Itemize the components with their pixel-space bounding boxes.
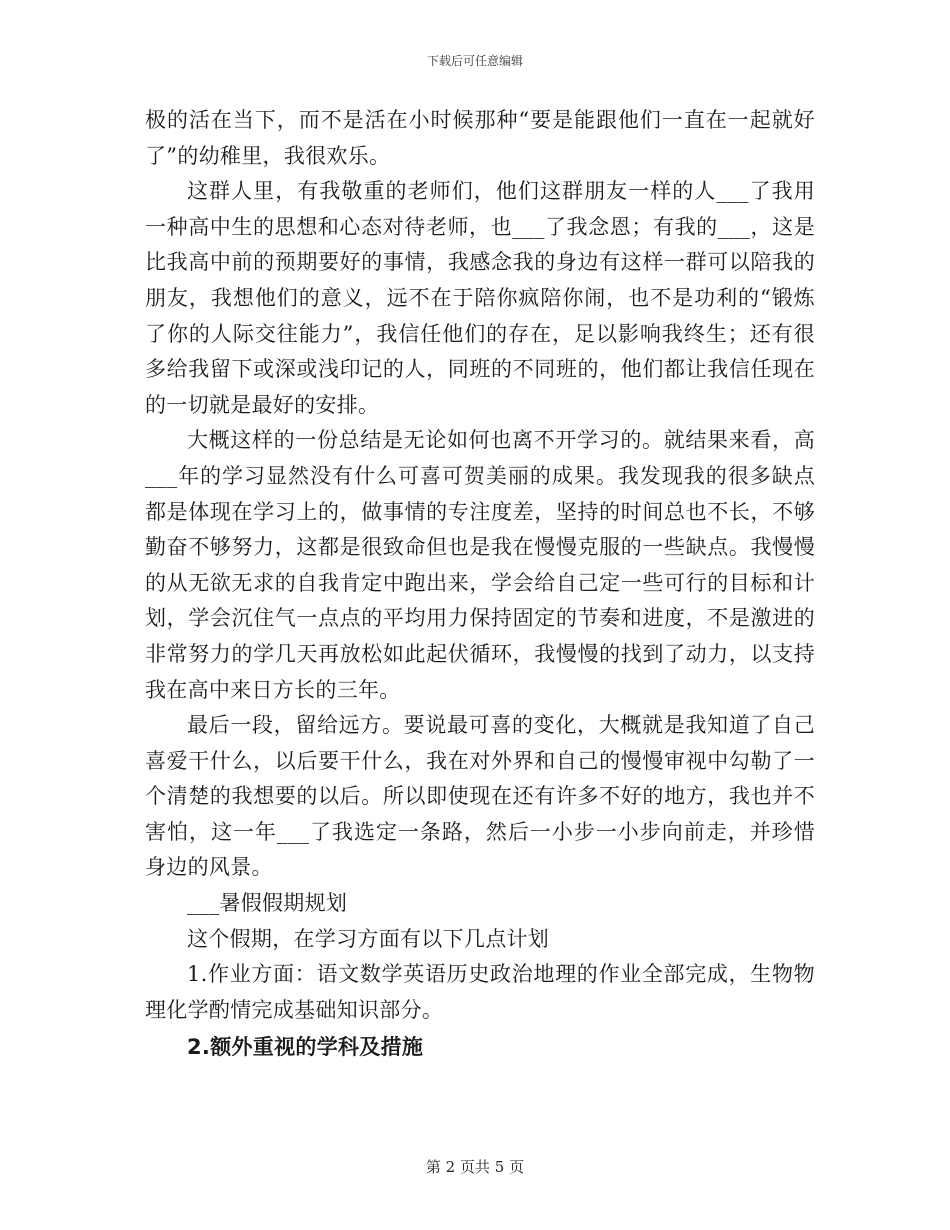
paragraph-2: 这群人里，有我敬重的老师们，他们这群朋友一样的人___了我用一种高中生的思想和心态对待老师，也___了我念恩；有我的___，这是比我高中前的预期要好的事情，我感念我的身边有这样一群可以陪我的朋友，我想他们的意义，远不在于陪你疯陪你闹，也不是功利的“锻炼了你的人际交往能力”，我信任他们的存在，足以影响我终生；还有很多给我留下或深或浅印记的人，同班的不同班的，他们都让我信任现在的一切就是最好的安排。: [145, 179, 815, 417]
paragraph-3: 大概这样的一份总结是无论如何也离不开学习的。就结果来看，高___年的学习显然没有什么可喜可贺美丽的成果。我发现我的很多缺点都是体现在学习上的，做事情的专注度差，坚持的时间总也不长，不够勤奋不够努力，这都是很致命但也是我在慢慢克服的一些缺点。我慢慢的从无欲无求的自我肯定中跑出来，学会给自己定一些可行的目标和计划，学会沉住气一点点的平均用力保持固定的节奏和进度，不是激进的非常努力的学几天再放松如此起伏循环，我慢慢的找到了动力，以支持我在高中来日方长的三年。: [145, 428, 815, 702]
section-title-summer-plan: ___暑假假期规划: [187, 891, 348, 916]
paragraph-plan-intro: 这个假期，在学习方面有以下几点计划: [187, 926, 550, 951]
document-body: [145, 103, 815, 1066]
paragraph-homework: 1.作业方面：语文数学英语历史政治地理的作业全部完成，生物物理化学酌情完成基础知识部分。: [145, 962, 815, 1022]
paragraph-1: 极的活在当下，而不是活在小时候那种“要是能跟他们一直在一起就好了”的幼稚里，我很欢乐。: [145, 108, 815, 168]
page-footer: 第 2 页共 5 页: [425, 1158, 525, 1176]
page-header: 下载后可任意编辑: [426, 54, 523, 68]
subheading-extra-subjects: 2.额外重视的学科及措施: [187, 1035, 424, 1060]
paragraph-4: 最后一段，留给远方。要说最可喜的变化，大概就是我知道了自己喜爱干什么，以后要干什么，我在对外界和自己的慢慢审视中勾勒了一个清楚的我想要的以后。所以即使现在还有许多不好的地方，我也并不害怕，这一年___了我选定一条路，然后一小步一小步向前走，并珍惜身边的风景。: [145, 713, 815, 880]
